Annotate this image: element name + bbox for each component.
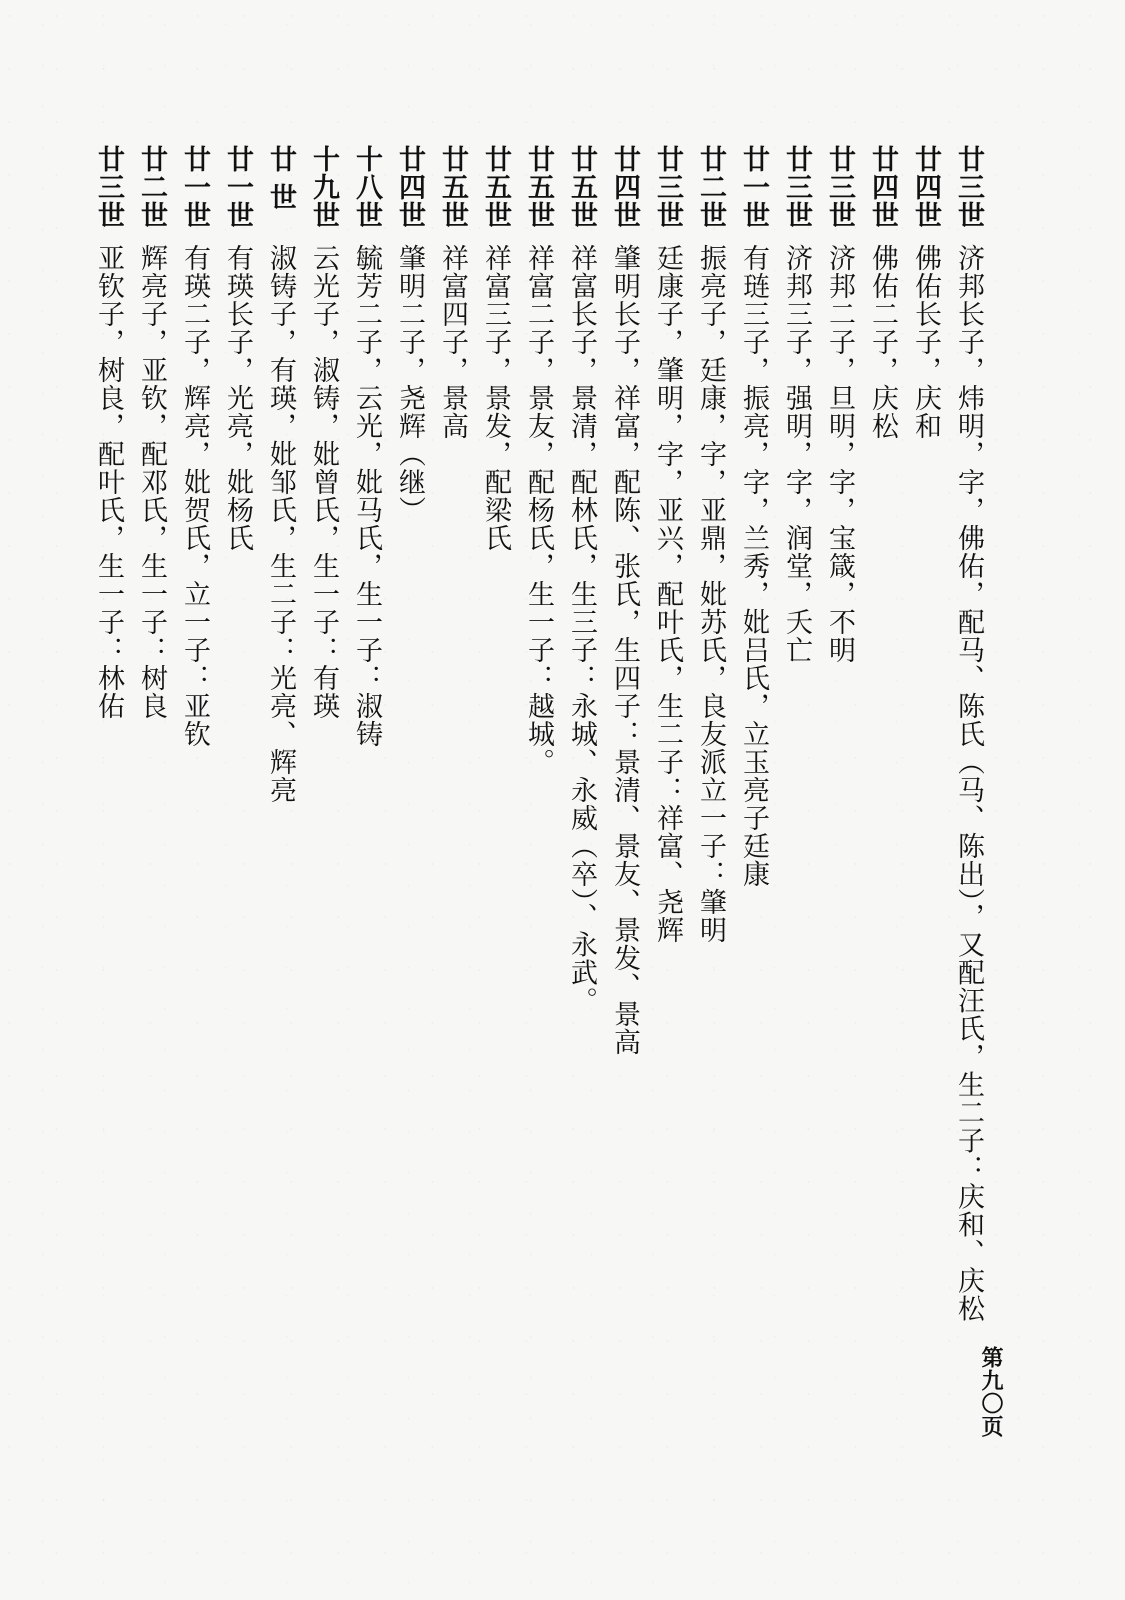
genealogy-entry [345, 145, 388, 1323]
entry-text: 济邦二子，旦明，字，宝箴，不明 [824, 244, 855, 664]
generation-label: 廿五世 [566, 145, 597, 229]
entry-text: 济邦三子，强明，字，润堂，夭亡 [781, 244, 812, 664]
generation-label: 廿五世 [437, 145, 468, 229]
generation-label: 廿四世 [394, 145, 425, 229]
entry-text: 廷康子，肇明，字，亚兴，配叶氏，生二子：祥富、尧辉 [652, 244, 683, 944]
entry-text: 有琏三子，振亮，字，兰秀，妣吕氏，立玉亮子廷康 [738, 244, 769, 888]
entry-text: 济邦长子，炜明，字，佛佑，配马、陈氏（马、陈出），又配汪氏，生二子：庆和、庆松 [953, 244, 984, 1323]
generation-label: 廿四世 [910, 145, 941, 229]
entry-text: 肇明长子，祥富，配陈、张氏，生四子：景清、景友、景发、景高 [609, 244, 640, 1056]
generation-label: 廿三世 [953, 145, 984, 229]
page-number: 第九〇页 [978, 1346, 1004, 1438]
genealogy-entry [173, 145, 216, 1323]
generation-label: 廿三世 [93, 145, 124, 229]
entry-text: 祥富长子，景清，配林氏，生三子：永城、永威（卒）、永武。 [566, 244, 597, 1015]
genealogy-entry [603, 145, 646, 1323]
genealogy-entry [861, 145, 904, 1323]
generation-label: 廿四世 [609, 145, 640, 229]
entry-text: 云光子，淑铸，妣曾氏，生一子：有瑛 [308, 244, 339, 720]
entry-text: 有瑛长子，光亮，妣杨氏 [222, 244, 253, 552]
genealogy-entry [388, 145, 431, 1323]
entry-text: 振亮子，廷康，字，亚鼎，妣苏氏，良友派立一子：肇明 [695, 244, 726, 944]
genealogy-entry [259, 145, 302, 1323]
genealogy-entry [560, 145, 603, 1323]
entry-text: 祥富二子，景友，配杨氏，生一子：越城。 [523, 244, 554, 776]
entry-text: 祥富四子，景高 [437, 244, 468, 440]
entry-text: 辉亮子，亚钦，配邓氏，生一子：树良 [136, 244, 167, 720]
generation-label: 廿五世 [480, 145, 511, 229]
genealogy-entry [732, 145, 775, 1323]
entry-text: 毓芳二子，云光，妣马氏，生一子：淑铸 [351, 244, 382, 748]
genealogy-entry [904, 145, 947, 1323]
genealogy-entry [947, 145, 990, 1323]
genealogy-entry [302, 145, 345, 1323]
entry-text: 肇明二子，尧辉（继） [394, 244, 425, 524]
genealogy-entry [689, 145, 732, 1323]
generation-label: 廿三世 [781, 145, 812, 229]
genealogy-entry [216, 145, 259, 1323]
entry-text: 有瑛二子，辉亮，妣贺氏，立一子：亚钦 [179, 244, 210, 748]
generation-label: 廿一世 [222, 145, 253, 229]
genealogy-entry [775, 145, 818, 1323]
genealogy-entries [87, 145, 990, 1323]
entry-text: 淑铸子，有瑛，妣邹氏，生二子：光亮、辉亮 [265, 244, 296, 804]
generation-label: 廿五世 [523, 145, 554, 229]
genealogy-entry [87, 145, 130, 1323]
generation-label: 十九世 [308, 145, 339, 229]
generation-label: 廿二世 [695, 145, 726, 229]
generation-label: 廿一世 [179, 145, 210, 229]
entry-text: 亚钦子，树良，配叶氏，生一子：林佑 [93, 244, 124, 720]
entry-text: 佛佑长子，庆和 [910, 244, 941, 440]
genealogy-entry [646, 145, 689, 1323]
generation-label: 廿一世 [738, 145, 769, 229]
genealogy-entry [431, 145, 474, 1323]
entry-text: 佛佑二子，庆松 [867, 244, 898, 440]
genealogy-entry [130, 145, 173, 1323]
generation-label: 十八世 [351, 145, 382, 229]
generation-label: 廿三世 [652, 145, 683, 229]
genealogy-entry [474, 145, 517, 1323]
entry-text: 祥富三子，景发，配梁氏 [480, 244, 511, 552]
generation-label: 廿三世 [824, 145, 855, 229]
generation-label: 廿 世 [265, 145, 296, 212]
generation-label: 廿二世 [136, 145, 167, 229]
genealogy-entry [517, 145, 560, 1323]
generation-label: 廿四世 [867, 145, 898, 229]
genealogy-entry [818, 145, 861, 1323]
